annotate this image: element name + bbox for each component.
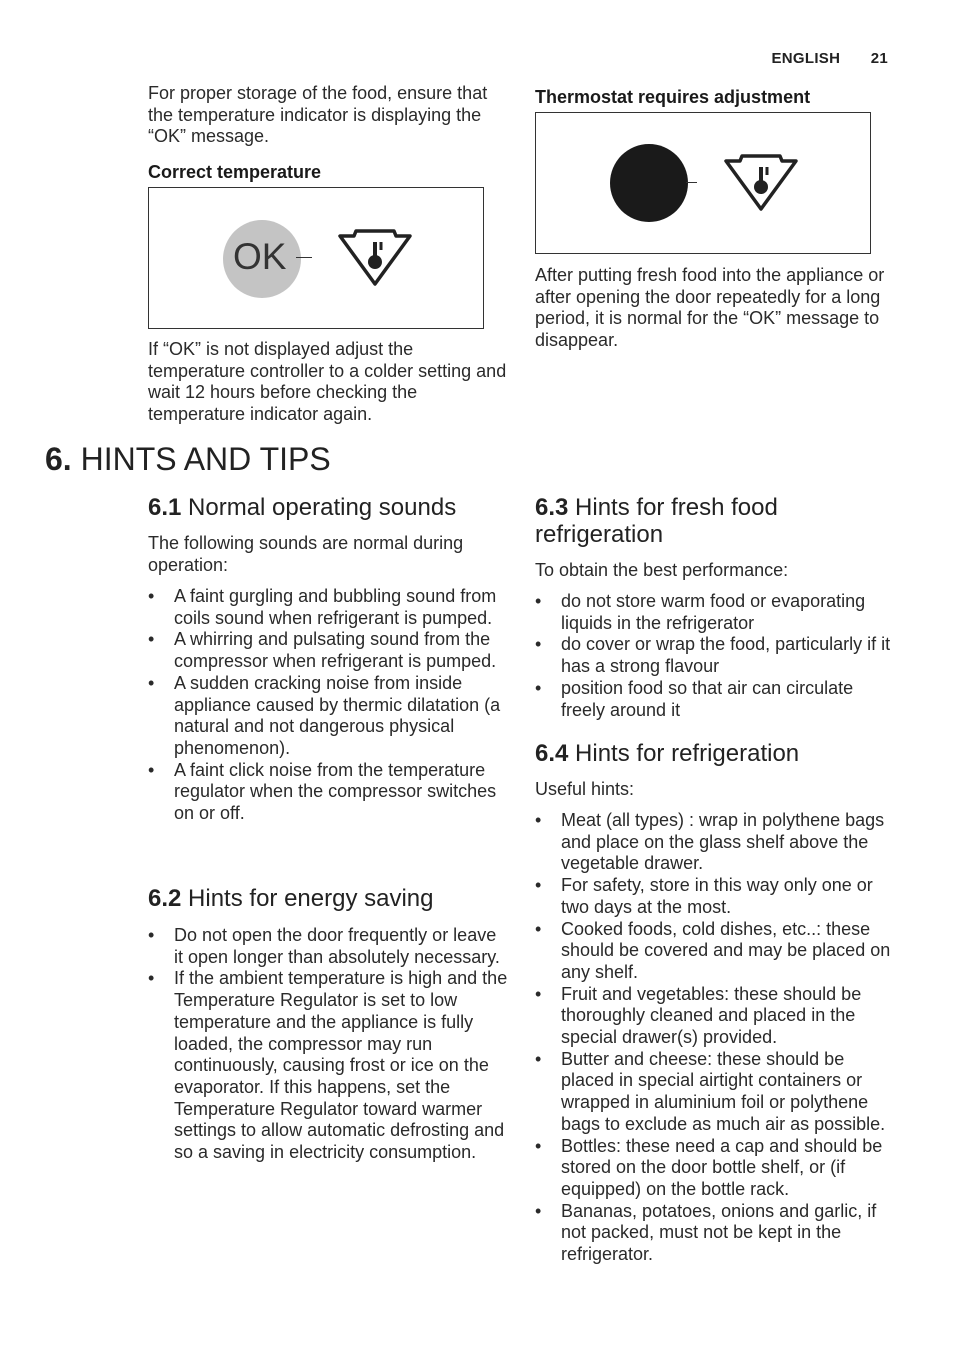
list-item: • Do not open the door frequently or leave it open longer than absolutely necessary.: [148, 925, 508, 968]
list-item: • A faint click noise from the temperature regulator when the compressor switches on or off.: [148, 760, 506, 825]
subsection-6-3-title: [535, 494, 778, 548]
thermostat-heading: Thermostat requires adjustment: [535, 87, 811, 107]
list-item: • If the ambient temperature is high and the Temperature Regulator is set to low temperature and the appliance is fully loaded, the compressor may run continuously, causing frost or ice on the evaporator. If this happens, set the Temperature Regulator toward warmer settings to allow automatic defrosting and so a saving in electricity consumption.: [148, 968, 508, 1163]
s64-list: [535, 810, 895, 1266]
ok-label: OK: [233, 236, 287, 277]
subsection-title-text: Hints for refrigeration: [575, 740, 800, 767]
indicator-line: [686, 182, 697, 183]
thermometer-indicator-icon: [337, 228, 413, 288]
list-item: • do not store warm food or evaporating liquids in the refrigerator: [535, 591, 891, 634]
list-item: • Fruit and vegetables: these should be thoroughly cleaned and placed in the special drawer(s) provided.: [535, 984, 895, 1049]
list-item: • do cover or wrap the food, particularly if it has a strong flavour: [535, 634, 891, 677]
dark-indicator-circle: [610, 144, 688, 222]
adjust-paragraph: If “OK” is not displayed adjust the temperature controller to a colder setting and wait 12 hours before checking the temperature indicator again.: [148, 339, 507, 425]
s63-intro: To obtain the best performance:: [535, 560, 789, 580]
subsection-6-1-title: [148, 494, 456, 521]
correct-temperature-figure: [148, 187, 484, 329]
list-item: • Meat (all types) : wrap in polythene bags and place on the glass shelf above the vegetable drawer.: [535, 810, 895, 875]
subsection-number: 6.4: [535, 740, 569, 767]
s63-list: [535, 591, 891, 721]
page-header: [771, 50, 888, 67]
subsection-number: 6.2: [148, 885, 182, 912]
s61-list: [148, 586, 506, 825]
subsection-number: 6.1: [148, 494, 182, 521]
list-item: • Bananas, potatoes, onions and garlic, if not packed, must not be kept in the refrigerator.: [535, 1201, 895, 1266]
list-item: • position food so that air can circulate freely around it: [535, 678, 891, 721]
subsection-title-text: Normal operating sounds: [188, 494, 457, 521]
list-item: • Butter and cheese: these should be placed in special airtight containers or wrapped in aluminium foil or polythene bags to exclude as much air as possible.: [535, 1049, 895, 1136]
subsection-title-text: Hints for fresh food: [575, 494, 778, 521]
subsection-number: 6.3: [535, 494, 569, 521]
section-title-text: HINTS AND TIPS: [80, 441, 331, 477]
s61-intro: The following sounds are normal during operation:: [148, 533, 464, 575]
fresh-food-paragraph: After putting fresh food into the appliance or after opening the door repeatedly for a long period, it is normal for the “OK” message to disappear.: [535, 265, 885, 351]
subsection-title-text: refrigeration: [535, 521, 664, 548]
list-item: • A whirring and pulsating sound from the compressor when refrigerant is pumped.: [148, 629, 506, 672]
subsection-6-2-title: [148, 885, 434, 912]
correct-temperature-heading: Correct temperature: [148, 162, 322, 182]
storage-paragraph: For proper storage of the food, ensure that the temperature indicator is displaying the “OK” message.: [148, 83, 488, 147]
section-number: 6.: [45, 441, 72, 477]
subsection-6-4-title: [535, 740, 799, 767]
list-item: • Bottles: these need a cap and should be stored on the door bottle shelf, or (if equipped) on the bottle rack.: [535, 1136, 895, 1201]
subsection-title-text: Hints for energy saving: [188, 885, 434, 912]
thermometer-indicator-icon: [723, 153, 799, 213]
list-item: • Cooked foods, cold dishes, etc..: these should be covered and may be placed on any shelf.: [535, 919, 895, 984]
section-title: [45, 441, 331, 478]
thermostat-figure: [535, 112, 871, 254]
page-number: 21: [870, 50, 888, 67]
list-item: • A faint gurgling and bubbling sound from coils sound when refrigerant is pumped.: [148, 586, 506, 629]
s64-intro: Useful hints:: [535, 779, 635, 799]
s62-list: [148, 925, 508, 1164]
list-item: • A sudden cracking noise from inside appliance caused by thermic dilatation (a natural and not dangerous physical phenomenon).: [148, 673, 506, 760]
indicator-line: [296, 257, 312, 258]
list-item: • For safety, store in this way only one or two days at the most.: [535, 875, 895, 918]
language-label: ENGLISH: [771, 50, 841, 67]
